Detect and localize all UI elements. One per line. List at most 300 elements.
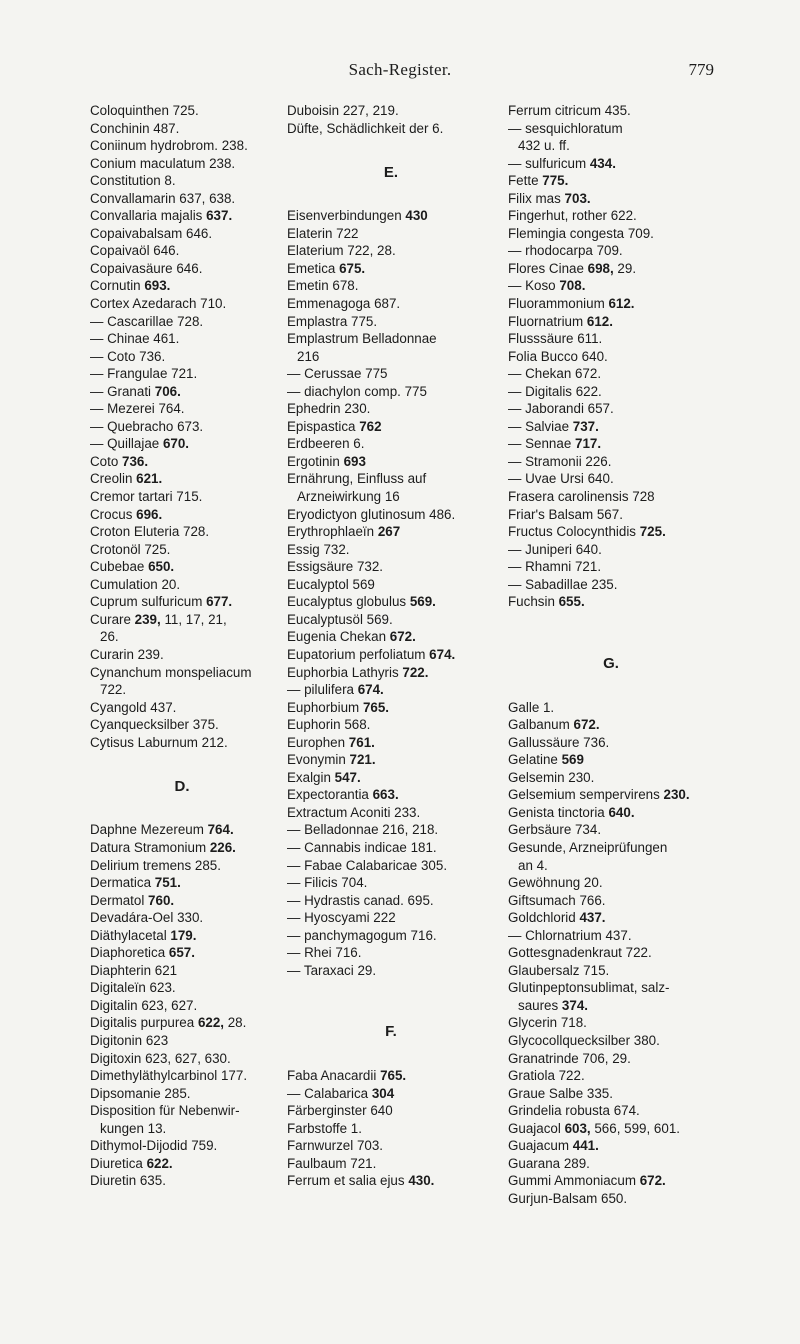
entry-text: 29. <box>613 260 637 276</box>
entry-text: Goldchlorid <box>508 910 580 926</box>
entry-text: Cynanchum monspeliacum <box>90 664 252 680</box>
bold-page-ref: 430. <box>408 1173 435 1189</box>
index-entry <box>508 1190 714 1208</box>
entry-text: Coniinum hydrobrom. 238. <box>90 138 248 154</box>
index-entry <box>287 523 495 541</box>
entry-text: Cortex Azedarach 710. <box>90 296 227 312</box>
index-entry <box>90 909 274 927</box>
bold-page-ref: 717. <box>575 436 602 452</box>
index-entry <box>90 242 274 260</box>
entry-text: — diachylon comp. 775 <box>287 383 427 399</box>
index-entry <box>287 1102 495 1120</box>
index-entry <box>287 751 495 769</box>
index-entry <box>287 102 495 120</box>
bold-page-ref: 622, <box>197 1015 224 1031</box>
entry-text: — Uvae Ursi 640. <box>508 471 614 487</box>
index-entry-continuation <box>90 628 274 646</box>
entry-text: 26. <box>100 629 119 645</box>
index-entry <box>90 383 274 401</box>
index-entry <box>508 962 714 980</box>
index-entry <box>90 190 274 208</box>
bold-page-ref: 569. <box>409 594 436 610</box>
bold-page-ref: 226. <box>209 839 236 855</box>
index-entry <box>90 611 274 629</box>
letter-heading: G. <box>603 654 619 672</box>
bold-page-ref: 650. <box>148 559 175 575</box>
index-entry <box>90 874 274 892</box>
entry-text: Ferrum et salia ejus <box>287 1173 409 1189</box>
index-entry <box>508 1032 714 1050</box>
index-entry <box>508 207 714 225</box>
index-entry <box>90 1137 274 1155</box>
index-entry <box>508 927 714 945</box>
entry-text: Copaivabalsam 646. <box>90 225 213 241</box>
entry-text: — Sabadillae 235. <box>508 576 618 592</box>
entry-text: Galle 1. <box>508 699 555 715</box>
index-entry <box>287 541 495 559</box>
bold-page-ref: 569 <box>561 752 584 768</box>
index-entry <box>508 541 714 559</box>
index-entry <box>508 1120 714 1138</box>
entry-text: Gelsemium sempervirens <box>508 787 664 803</box>
entry-text: Cremor tartari 715. <box>90 489 203 505</box>
entry-text: kungen 13. <box>100 1120 167 1136</box>
index-entry <box>508 330 714 348</box>
bold-page-ref: 775. <box>542 173 569 189</box>
bold-page-ref: 737. <box>572 418 599 434</box>
index-entry <box>90 541 274 559</box>
entry-text: — Fabae Calabaricae 305. <box>287 857 448 873</box>
index-entry <box>287 435 495 453</box>
entry-text: Färberginster 640 <box>287 1103 393 1119</box>
index-entry <box>287 909 495 927</box>
index-entry <box>90 892 274 910</box>
entry-text: — Chinae 461. <box>90 331 180 347</box>
entry-text: Copaivaöl 646. <box>90 243 180 259</box>
index-entry <box>287 874 495 892</box>
entry-text: Constitution 8. <box>90 173 176 189</box>
entry-text: — Salviae <box>508 418 573 434</box>
bold-page-ref: 764. <box>207 822 234 838</box>
index-entry <box>287 611 495 629</box>
index-entry <box>287 962 495 980</box>
entry-text: Digitonin 623 <box>90 1032 169 1048</box>
entry-text: — Cannabis indicae 181. <box>287 839 437 855</box>
index-entry <box>287 821 495 839</box>
index-entry <box>287 769 495 787</box>
entry-text: Cuprum sulfuricum <box>90 594 207 610</box>
letter-heading: D. <box>174 777 190 795</box>
index-entry <box>287 786 495 804</box>
index-entry <box>508 453 714 471</box>
entry-text: Fingerhut, rother 622. <box>508 208 637 224</box>
index-entry <box>90 330 274 348</box>
index-entry <box>508 699 714 717</box>
entry-text: Extractum Aconiti 233. <box>287 804 421 820</box>
index-entry <box>508 260 714 278</box>
index-entry <box>90 593 274 611</box>
bold-page-ref: 703. <box>564 190 591 206</box>
spacer <box>287 1050 495 1068</box>
index-entry <box>287 681 495 699</box>
entry-text: — Jaborandi 657. <box>508 401 614 417</box>
index-entry <box>90 225 274 243</box>
index-entry <box>90 435 274 453</box>
bold-page-ref: 721. <box>349 752 376 768</box>
entry-text: Conchinin 487. <box>90 120 180 136</box>
entry-text: Fructus Colocynthidis <box>508 524 640 540</box>
entry-text: — Taraxaci 29. <box>287 962 377 978</box>
index-entry <box>508 1050 714 1068</box>
entry-text: Eucalyptus globulus <box>287 594 410 610</box>
index-entry <box>90 1085 274 1103</box>
index-entry <box>508 470 714 488</box>
entry-text: Erythrophlaeïn <box>287 524 378 540</box>
spacer <box>287 979 495 997</box>
entry-text: Fluorammonium <box>508 296 609 312</box>
page-number: 779 <box>688 60 714 79</box>
index-entry-continuation <box>508 137 714 155</box>
entry-text: Graue Salbe 335. <box>508 1085 613 1101</box>
entry-text: — Quillajae <box>90 436 163 452</box>
bold-page-ref: 603, <box>564 1120 591 1136</box>
index-entry <box>508 435 714 453</box>
entry-text: — Hydrastis canad. 695. <box>287 892 434 908</box>
index-entry <box>90 664 274 682</box>
index-entry-continuation <box>90 1120 274 1138</box>
entry-text: Cumulation 20. <box>90 576 181 592</box>
entry-text: — sesquichloratum <box>508 120 623 136</box>
entry-text: Gurjun-Balsam 650. <box>508 1190 628 1206</box>
entry-text: Gummi Ammoniacum <box>508 1173 640 1189</box>
entry-text: Galbanum <box>508 717 574 733</box>
bold-page-ref: 672. <box>573 717 600 733</box>
entry-text: Eisenverbindungen <box>287 208 406 224</box>
entry-text: Gelatine <box>508 752 562 768</box>
index-entry <box>508 944 714 962</box>
entry-text: Epispastica <box>287 418 360 434</box>
index-entry <box>508 786 714 804</box>
index-entry <box>287 120 495 138</box>
entry-text: Conium maculatum 238. <box>90 155 236 171</box>
entry-text: — pilulifera <box>287 682 358 698</box>
index-entry <box>287 857 495 875</box>
entry-text: Cubebae <box>90 559 149 575</box>
entry-text: Frasera carolinensis 728 <box>508 489 655 505</box>
index-entry <box>90 523 274 541</box>
index-entry <box>90 716 274 734</box>
index-entry <box>90 488 274 506</box>
bold-page-ref: 430 <box>405 208 428 224</box>
index-entry <box>287 453 495 471</box>
entry-text: Emetin 678. <box>287 278 359 294</box>
index-entry <box>90 699 274 717</box>
entry-text: Daphne Mezereum <box>90 822 208 838</box>
entry-text: Expectorantia <box>287 787 373 803</box>
index-entry <box>90 1067 274 1085</box>
index-entry <box>287 628 495 646</box>
bold-page-ref: 304 <box>371 1085 395 1101</box>
index-entry <box>90 1102 274 1120</box>
entry-text: Emplastra 775. <box>287 313 378 329</box>
entry-text: Convallaria majalis <box>90 208 207 224</box>
entry-text: Diuretin 635. <box>90 1173 166 1189</box>
bold-page-ref: 674. <box>429 646 456 662</box>
entry-text: Granatrinde 706, 29. <box>508 1050 631 1066</box>
entry-text: Croton Eluteria 728. <box>90 524 210 540</box>
entry-text: Diuretica <box>90 1155 147 1171</box>
index-entry <box>508 593 714 611</box>
index-entry <box>508 225 714 243</box>
entry-text: Copaivasäure 646. <box>90 260 203 276</box>
entry-text: Eucalyptol 569 <box>287 576 375 592</box>
index-entry <box>287 804 495 822</box>
entry-text: Cyanquecksilber 375. <box>90 717 219 733</box>
index-entry <box>508 751 714 769</box>
entry-text: 216 <box>297 348 320 364</box>
entry-text: — Stramonii 226. <box>508 453 612 469</box>
index-entry <box>90 172 274 190</box>
letter-heading: E. <box>383 163 399 181</box>
entry-text: Emetica <box>287 260 340 276</box>
index-entry <box>287 734 495 752</box>
index-entry <box>90 962 274 980</box>
index-entry <box>90 1155 274 1173</box>
entry-text: Guajacum <box>508 1138 573 1154</box>
entry-text: — Chlornatrium 437. <box>508 927 632 943</box>
entry-text: Flemingia congesta 709. <box>508 225 654 241</box>
entry-text: Glaubersalz 715. <box>508 962 610 978</box>
entry-text: Datura Stramonium <box>90 839 210 855</box>
index-entry <box>90 997 274 1015</box>
entry-text: Euphorin 568. <box>287 717 371 733</box>
index-entry <box>508 734 714 752</box>
bold-page-ref: 612. <box>608 296 635 312</box>
index-entry <box>508 839 714 857</box>
index-entry <box>508 1014 714 1032</box>
spacer <box>508 681 714 699</box>
bold-page-ref: 677. <box>206 594 233 610</box>
spacer <box>508 628 714 646</box>
bold-page-ref: 672. <box>389 629 416 645</box>
index-entry <box>508 558 714 576</box>
entry-text: Digitalis purpurea <box>90 1015 198 1031</box>
entry-text: Euphorbium <box>287 699 363 715</box>
index-entry-continuation <box>508 857 714 875</box>
entry-text: — Coto 736. <box>90 348 166 364</box>
entry-text: Exalgin <box>287 769 335 785</box>
index-entry <box>90 821 274 839</box>
entry-text: — Rhamni 721. <box>508 559 602 575</box>
index-entry-continuation <box>90 681 274 699</box>
entry-text: Diaphterin 621 <box>90 962 178 978</box>
entry-text: — Hyoscyami 222 <box>287 910 396 926</box>
index-entry <box>90 1172 274 1190</box>
index-entry <box>287 576 495 594</box>
index-entry <box>90 453 274 471</box>
index-entry-continuation <box>287 348 495 366</box>
index-entry <box>508 102 714 120</box>
entry-text: Dipsomanie 285. <box>90 1085 191 1101</box>
entry-text: 11, 17, 21, <box>160 611 227 627</box>
index-entry <box>287 400 495 418</box>
bold-page-ref: 441. <box>572 1138 599 1154</box>
bold-page-ref: 696. <box>136 506 163 522</box>
bold-page-ref: 230. <box>663 787 690 803</box>
index-entry <box>287 418 495 436</box>
index-entry <box>508 242 714 260</box>
bold-page-ref: 547. <box>334 769 361 785</box>
entry-text: Farnwurzel 703. <box>287 1138 384 1154</box>
index-entry <box>90 1014 274 1032</box>
entry-text: Eucalyptusöl 569. <box>287 611 393 627</box>
bold-page-ref: 437. <box>579 910 606 926</box>
entry-text: Gratiola 722. <box>508 1068 585 1084</box>
index-entry <box>287 1172 495 1190</box>
index-entry-continuation <box>508 997 714 1015</box>
index-entry <box>508 348 714 366</box>
entry-text: Flores Cinae <box>508 260 588 276</box>
bold-page-ref: 765. <box>362 699 389 715</box>
entry-text: Gerbsäure 734. <box>508 822 602 838</box>
entry-text: Glutinpeptonsublimat, salz- <box>508 980 670 996</box>
index-entry <box>287 1085 495 1103</box>
entry-text: Genista tinctoria <box>508 804 609 820</box>
entry-text: Emplastrum Belladonnae <box>287 331 437 347</box>
index-entry <box>287 1137 495 1155</box>
entry-text: — Digitalis 622. <box>508 383 602 399</box>
entry-text: — Koso <box>508 278 560 294</box>
bold-page-ref: 672. <box>639 1173 666 1189</box>
entry-text: Faulbaum 721. <box>287 1155 377 1171</box>
index-entry <box>508 576 714 594</box>
entry-text: Farbstoffe 1. <box>287 1120 362 1136</box>
index-entry <box>508 506 714 524</box>
entry-text: Dithymol-Dijodid 759. <box>90 1138 218 1154</box>
entry-text: Curare <box>90 611 135 627</box>
index-entry <box>287 927 495 945</box>
entry-text: Arzneiwirkung 16 <box>297 489 400 505</box>
index-entry <box>287 295 495 313</box>
entry-text: Digitoxin 623, 627, 630. <box>90 1050 231 1066</box>
entry-text: Fluornatrium <box>508 313 587 329</box>
entry-text: Essigsäure 732. <box>287 559 384 575</box>
entry-text: Diaphoretica <box>90 945 169 961</box>
entry-text: Cornutin <box>90 278 145 294</box>
index-entry <box>90 470 274 488</box>
index-entry <box>90 365 274 383</box>
index-entry <box>287 470 495 488</box>
bold-page-ref: 693. <box>144 278 171 294</box>
index-entry <box>90 207 274 225</box>
entry-text: — Rhei 716. <box>287 945 362 961</box>
entry-text: Elaterin 722 <box>287 225 359 241</box>
bold-page-ref: 674. <box>357 682 384 698</box>
entry-text: — sulfuricum <box>508 155 590 171</box>
entry-text: Gelsemin 230. <box>508 769 595 785</box>
spacer <box>90 751 274 769</box>
index-entry <box>508 523 714 541</box>
bold-page-ref: 374. <box>561 997 588 1013</box>
bold-page-ref: 693 <box>343 453 366 469</box>
entry-text: — Juniperi 640. <box>508 541 602 557</box>
entry-text: Eugenia Chekan <box>287 629 390 645</box>
bold-page-ref: 761. <box>348 734 375 750</box>
index-entry <box>287 242 495 260</box>
index-entry <box>508 1085 714 1103</box>
index-entry <box>508 979 714 997</box>
entry-text: Gewöhnung 20. <box>508 875 603 891</box>
index-entry <box>508 313 714 331</box>
entry-text: Glycocollquecksilber 380. <box>508 1032 660 1048</box>
index-entry <box>287 506 495 524</box>
index-entry <box>287 277 495 295</box>
index-entry <box>287 383 495 401</box>
index-entry <box>90 120 274 138</box>
entry-text: Guajacol <box>508 1120 565 1136</box>
index-entry <box>508 277 714 295</box>
index-entry <box>90 1032 274 1050</box>
entry-text: Creolin <box>90 471 137 487</box>
index-entry <box>90 576 274 594</box>
entry-text: Ergotinin <box>287 453 344 469</box>
entry-text: 566, 599, 601. <box>590 1120 680 1136</box>
entry-text: Disposition für Nebenwir- <box>90 1103 240 1119</box>
entry-text: — Quebracho 673. <box>90 418 204 434</box>
index-entry <box>508 892 714 910</box>
index-column-2 <box>287 102 495 1190</box>
index-entry <box>508 821 714 839</box>
entry-text: Ephedrin 230. <box>287 401 371 417</box>
entry-text: Coto <box>90 453 123 469</box>
entry-text: Duboisin 227, 219. <box>287 103 399 118</box>
index-entry-continuation <box>287 488 495 506</box>
index-entry <box>90 839 274 857</box>
index-entry <box>287 1120 495 1138</box>
bold-page-ref: 675. <box>339 260 366 276</box>
index-entry <box>508 488 714 506</box>
spacer <box>287 997 495 1015</box>
index-entry <box>90 857 274 875</box>
bold-page-ref: 622. <box>146 1155 173 1171</box>
bold-page-ref: 179. <box>170 927 197 943</box>
letter-heading: F. <box>385 1023 397 1041</box>
index-column-1 <box>90 102 274 1190</box>
entry-text: — Sennae <box>508 436 575 452</box>
index-entry <box>90 1050 274 1068</box>
index-entry <box>90 277 274 295</box>
index-entry <box>90 734 274 752</box>
entry-text: Curarin 239. <box>90 646 164 662</box>
bold-page-ref: 670. <box>162 436 189 452</box>
entry-text: Erdbeeren 6. <box>287 436 365 452</box>
index-entry <box>90 313 274 331</box>
entry-text: Convallamarin 637, 638. <box>90 190 236 206</box>
index-entry <box>90 558 274 576</box>
entry-text: Cyangold 437. <box>90 699 177 715</box>
bold-page-ref: 722. <box>402 664 429 680</box>
spacer <box>287 137 495 155</box>
index-entry <box>287 1067 495 1085</box>
index-entry <box>287 664 495 682</box>
bold-page-ref: 698, <box>587 260 614 276</box>
entry-text: 28. <box>224 1015 247 1031</box>
entry-text: — Chekan 672. <box>508 366 602 382</box>
bold-page-ref: 751. <box>154 875 181 891</box>
bold-page-ref: 239, <box>134 611 161 627</box>
bold-page-ref: 762 <box>359 418 382 434</box>
index-entry <box>287 558 495 576</box>
